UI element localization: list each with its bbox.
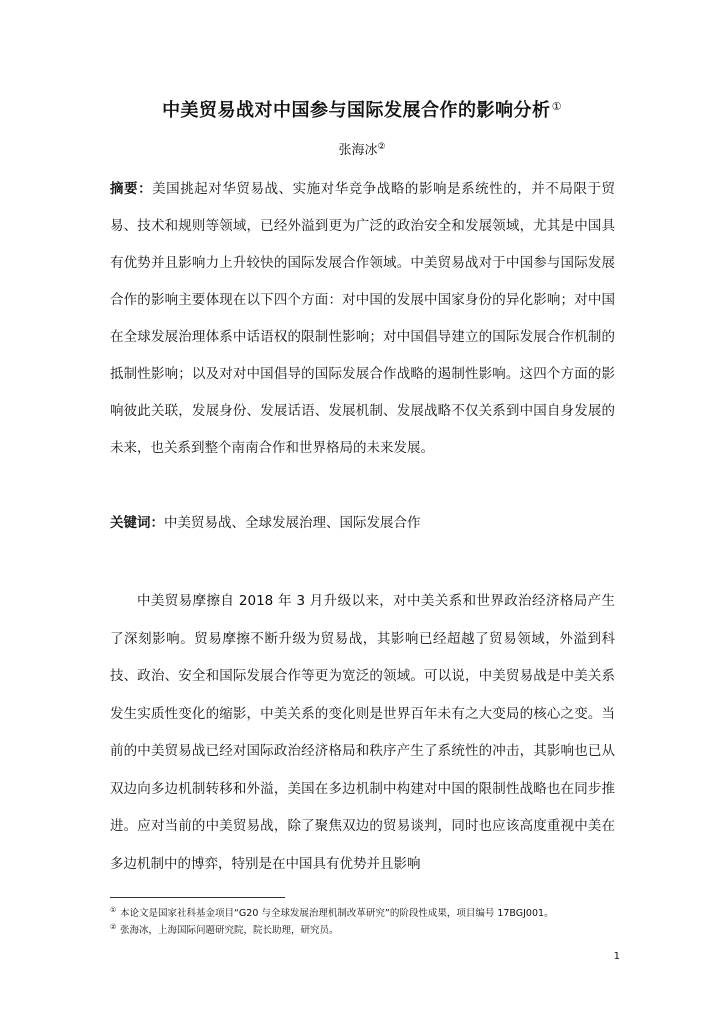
footnote-1-mark: ① xyxy=(110,906,117,914)
body-paragraph: 中美贸易摩擦自 2018 年 3 月升级以来，对中美关系和世界政治经济格局产生了深刻影响。贸易摩擦不断升级为贸易战，其影响已经超越了贸易领域，外溢到科技、政治、安全和国际发展合作等更为宽泛的领域。可以说，中美贸易战是中美关系发生实质性变化的缩影，中美关系的变化则是世界百年未有之大变局的核心之变。当前的中美贸易战已经对国际政治经济格局和秩序产生了系统性的冲击，其影响也已从双边向多边机制转移和外溢，美国在多边机制中构建对中国的限制性战略也在同步推进。应对当前的中美贸易战，除了聚焦双边的贸易谈判，同时也应该高度重视中美在多边机制中的博弈，特别是在中国具有优势并且影响 xyxy=(110,593,615,872)
author-line xyxy=(0,139,724,158)
footnote-2 xyxy=(110,922,615,939)
author-name: 张海冰 xyxy=(338,143,378,158)
footnote-2-text: 张海冰，上海国际问题研究院，院长助理，研究员。 xyxy=(120,925,339,936)
abstract-label: 摘要： xyxy=(110,181,153,197)
title-footnote-mark: ① xyxy=(551,100,562,113)
keywords-label: 关键词： xyxy=(110,515,164,531)
paper-title xyxy=(0,96,724,122)
footnote-2-mark: ② xyxy=(110,923,117,931)
footnote-1-text: 本论文是国家社科基金项目“G20 与全球发展治理机制改革研究”的阶段性成果，项目编号 17BGJ001。 xyxy=(120,908,554,919)
author-footnote-mark: ② xyxy=(377,142,386,152)
keywords xyxy=(110,505,615,542)
footnote-separator xyxy=(110,897,285,898)
abstract-text: 美国挑起对华贸易战、实施对华竞争战略的影响是系统性的，并不局限于贸易、技术和规则等领域，已经外溢到更为广泛的政治安全和发展领域，尤其是中国具有优势并且影响力上升较快的国际发展合作领域。中美贸易战对于中国参与国际发展合作的影响主要体现在以下四个方面：对中国的发展中国家身份的异化影响；对中国在全球发展治理体系中话语权的限制性影响；对中国倡导建立的国际发展合作机制的抵制性影响；以及对对中国倡导的国际发展合作战略的遏制性影响。这四个方面的影响彼此关联，发展身份、发展话语、发展机制、发展战略不仅关系到中国自身发展的未来，也关系到整个南南合作和世界格局的未来发展。 xyxy=(110,181,616,456)
footnotes xyxy=(110,905,615,939)
abstract xyxy=(110,171,615,467)
title-text: 中美贸易战对中国参与国际发展合作的影响分析 xyxy=(162,100,551,121)
footnote-1 xyxy=(110,905,615,922)
keywords-text: 中美贸易战、全球发展治理、国际发展合作 xyxy=(164,515,421,531)
page-number: 1 xyxy=(613,951,620,962)
